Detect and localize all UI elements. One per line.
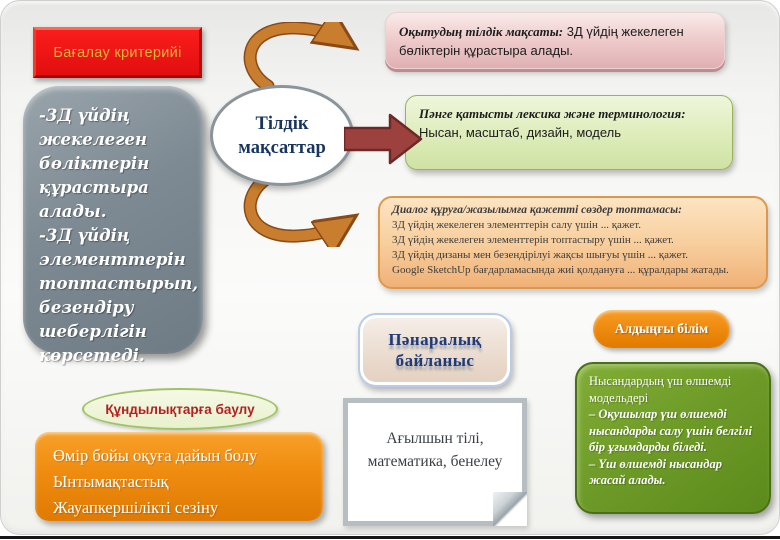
subjects-note-text: Ағылшын тілі, математика, бенелеу bbox=[367, 430, 503, 470]
criteria-line-1: -3Д үйдің жекелеген бөліктерін құрастыра алады. bbox=[39, 106, 150, 221]
terminology-lead: Пәнге қатысты лексика және терминология: bbox=[419, 106, 686, 121]
page-fold-icon bbox=[493, 492, 527, 526]
interdisciplinary-line-1: Пәнаралық bbox=[388, 330, 482, 349]
prior-knowledge-line-3: – Үш өлшемді нысандар жасай алады. bbox=[589, 456, 722, 487]
language-goals-label: Тілдік мақсаттар bbox=[238, 113, 326, 158]
subjects-note-page bbox=[343, 398, 527, 526]
terminology-text: Нысан, масштаб, дизайн, модель bbox=[419, 125, 621, 140]
teaching-goal-lead: Оқытудың тілдік мақсаты: bbox=[399, 24, 564, 39]
interdisciplinary-box bbox=[358, 313, 512, 387]
prior-knowledge-box bbox=[575, 362, 771, 514]
prior-knowledge-badge bbox=[593, 310, 730, 348]
values-badge bbox=[82, 388, 278, 430]
dialog-words-line-4: Google SketchUp бағдарламасында жиі қолдануға ... құралдары жатады. bbox=[392, 264, 729, 276]
criteria-line-2: -3Д үйдің элементтерін топтастырып, безендіру шеберлігін көрсетеді. bbox=[39, 226, 198, 365]
evaluation-criteria-label: Бағалау критерийі bbox=[53, 44, 182, 61]
teaching-goal-box bbox=[385, 12, 725, 69]
teaching-goal-text: 3Д үйдің жекелеген бөліктерін құрастыра алады. bbox=[399, 24, 684, 58]
values-box bbox=[35, 432, 323, 521]
prior-knowledge-line-1: Нысандардың үш өлшемді модельдері bbox=[589, 374, 732, 405]
interdisciplinary-line-2: байланыс bbox=[395, 351, 475, 370]
evaluation-criteria-badge bbox=[33, 27, 202, 78]
right-block-arrow-icon bbox=[344, 110, 424, 168]
curved-arrow-bottom-icon bbox=[250, 178, 345, 236]
language-goals-ellipse bbox=[210, 85, 354, 186]
prior-knowledge-label: Алдыңғы білім bbox=[614, 321, 709, 336]
values-line-2: Ынтымақтастық bbox=[53, 472, 169, 491]
prior-knowledge-line-2: – Оқушылар үш өлшемді нысандарды салу үшін белгілі бір ұғымдарды біледі. bbox=[589, 407, 753, 454]
values-line-3: Жауапкершілікті сезіну bbox=[53, 498, 219, 517]
dialog-words-line-3: 3Д үйдің дизаны мен безендірілуі жақсы шығуы үшін ... қажет. bbox=[392, 249, 689, 261]
values-badge-label: Құндылықтарға баулу bbox=[105, 401, 255, 417]
terminology-box bbox=[405, 95, 733, 170]
dialog-words-line-1: 3Д үйдің жекелеген элементтерін салу үшін ... қажет. bbox=[392, 219, 641, 231]
values-line-1: Өмір бойы оқуға дайын болу bbox=[53, 446, 258, 465]
dialog-words-box bbox=[378, 196, 768, 289]
dialog-words-title: Диалог құруға/жазылымға қажетті сөздер топтамасы: bbox=[392, 204, 682, 216]
criteria-panel bbox=[23, 86, 203, 365]
slide-bottom-rule bbox=[0, 536, 780, 539]
dialog-words-line-2: 3Д үйдің жекелеген элементтерін топтастыру үшін ... қажет. bbox=[392, 234, 674, 246]
curved-arrow-top-icon bbox=[250, 28, 345, 86]
